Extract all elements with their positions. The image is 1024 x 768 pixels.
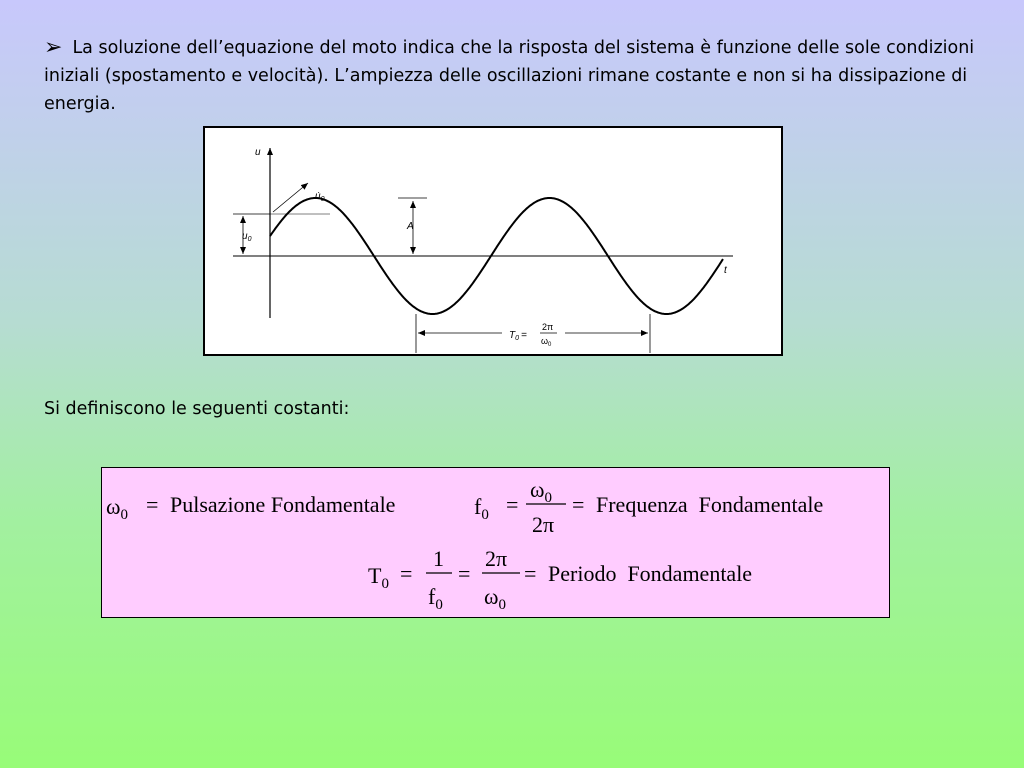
equals-sign-2: =	[506, 492, 519, 517]
pulsazione-text: Pulsazione Fondamentale	[170, 492, 396, 517]
fraction-omega0-denominator: $\omega_0$	[484, 584, 506, 613]
fraction-omega0-numerator: $\omega_0$	[530, 477, 552, 506]
f0-symbol: $f_0$	[474, 494, 489, 523]
periodo-text: Periodo Fondamentale	[548, 561, 753, 586]
fraction-2pi-numerator: 2π	[485, 546, 508, 571]
definitions-label: Si definiscono le seguenti costanti:	[44, 399, 350, 419]
t-axis-label: t	[724, 265, 727, 276]
equals-sign-3: =	[572, 492, 585, 517]
formula-block	[102, 468, 889, 617]
initial-velocity-arrow	[273, 183, 308, 212]
fraction-2pi-denominator: 2π	[532, 512, 555, 537]
intro-text: La soluzione dell’equazione del moto indica che la risposta del sistema è funzione delle sole condizioni iniziali (spostamento e velocità). L’ampiezza delle oscillazioni rimane costante e non si ha dissipazione di energia.	[44, 38, 975, 114]
u0-label: $u_0$	[242, 231, 252, 243]
formula-box	[101, 467, 890, 618]
u-axis-label: u	[255, 147, 261, 158]
equals-sign-4: =	[400, 561, 413, 586]
free-vibration-diagram	[205, 128, 781, 354]
fraction-1-numerator: 1	[433, 546, 444, 571]
initial-velocity-label: $u̇_0$	[315, 191, 325, 203]
omega0-symbol: $\omega_0$	[106, 494, 128, 523]
fraction-f0-denominator: $f_0$	[428, 584, 443, 613]
equals-sign-1: =	[146, 492, 159, 517]
equals-sign-6: =	[524, 561, 537, 586]
period-numerator: 2π	[542, 322, 554, 332]
intro-paragraph	[44, 33, 994, 118]
period-denominator: $\omega_0$	[541, 336, 552, 348]
period-label: $T_0$ =	[509, 330, 527, 342]
amplitude-label: A	[407, 221, 414, 232]
arrow-bullet-icon: ➢	[44, 35, 63, 60]
free-vibration-figure	[203, 126, 783, 356]
T0-symbol: $T_0$	[368, 563, 389, 592]
frequenza-text: Frequenza Fondamentale	[596, 492, 824, 517]
equals-sign-5: =	[458, 561, 471, 586]
